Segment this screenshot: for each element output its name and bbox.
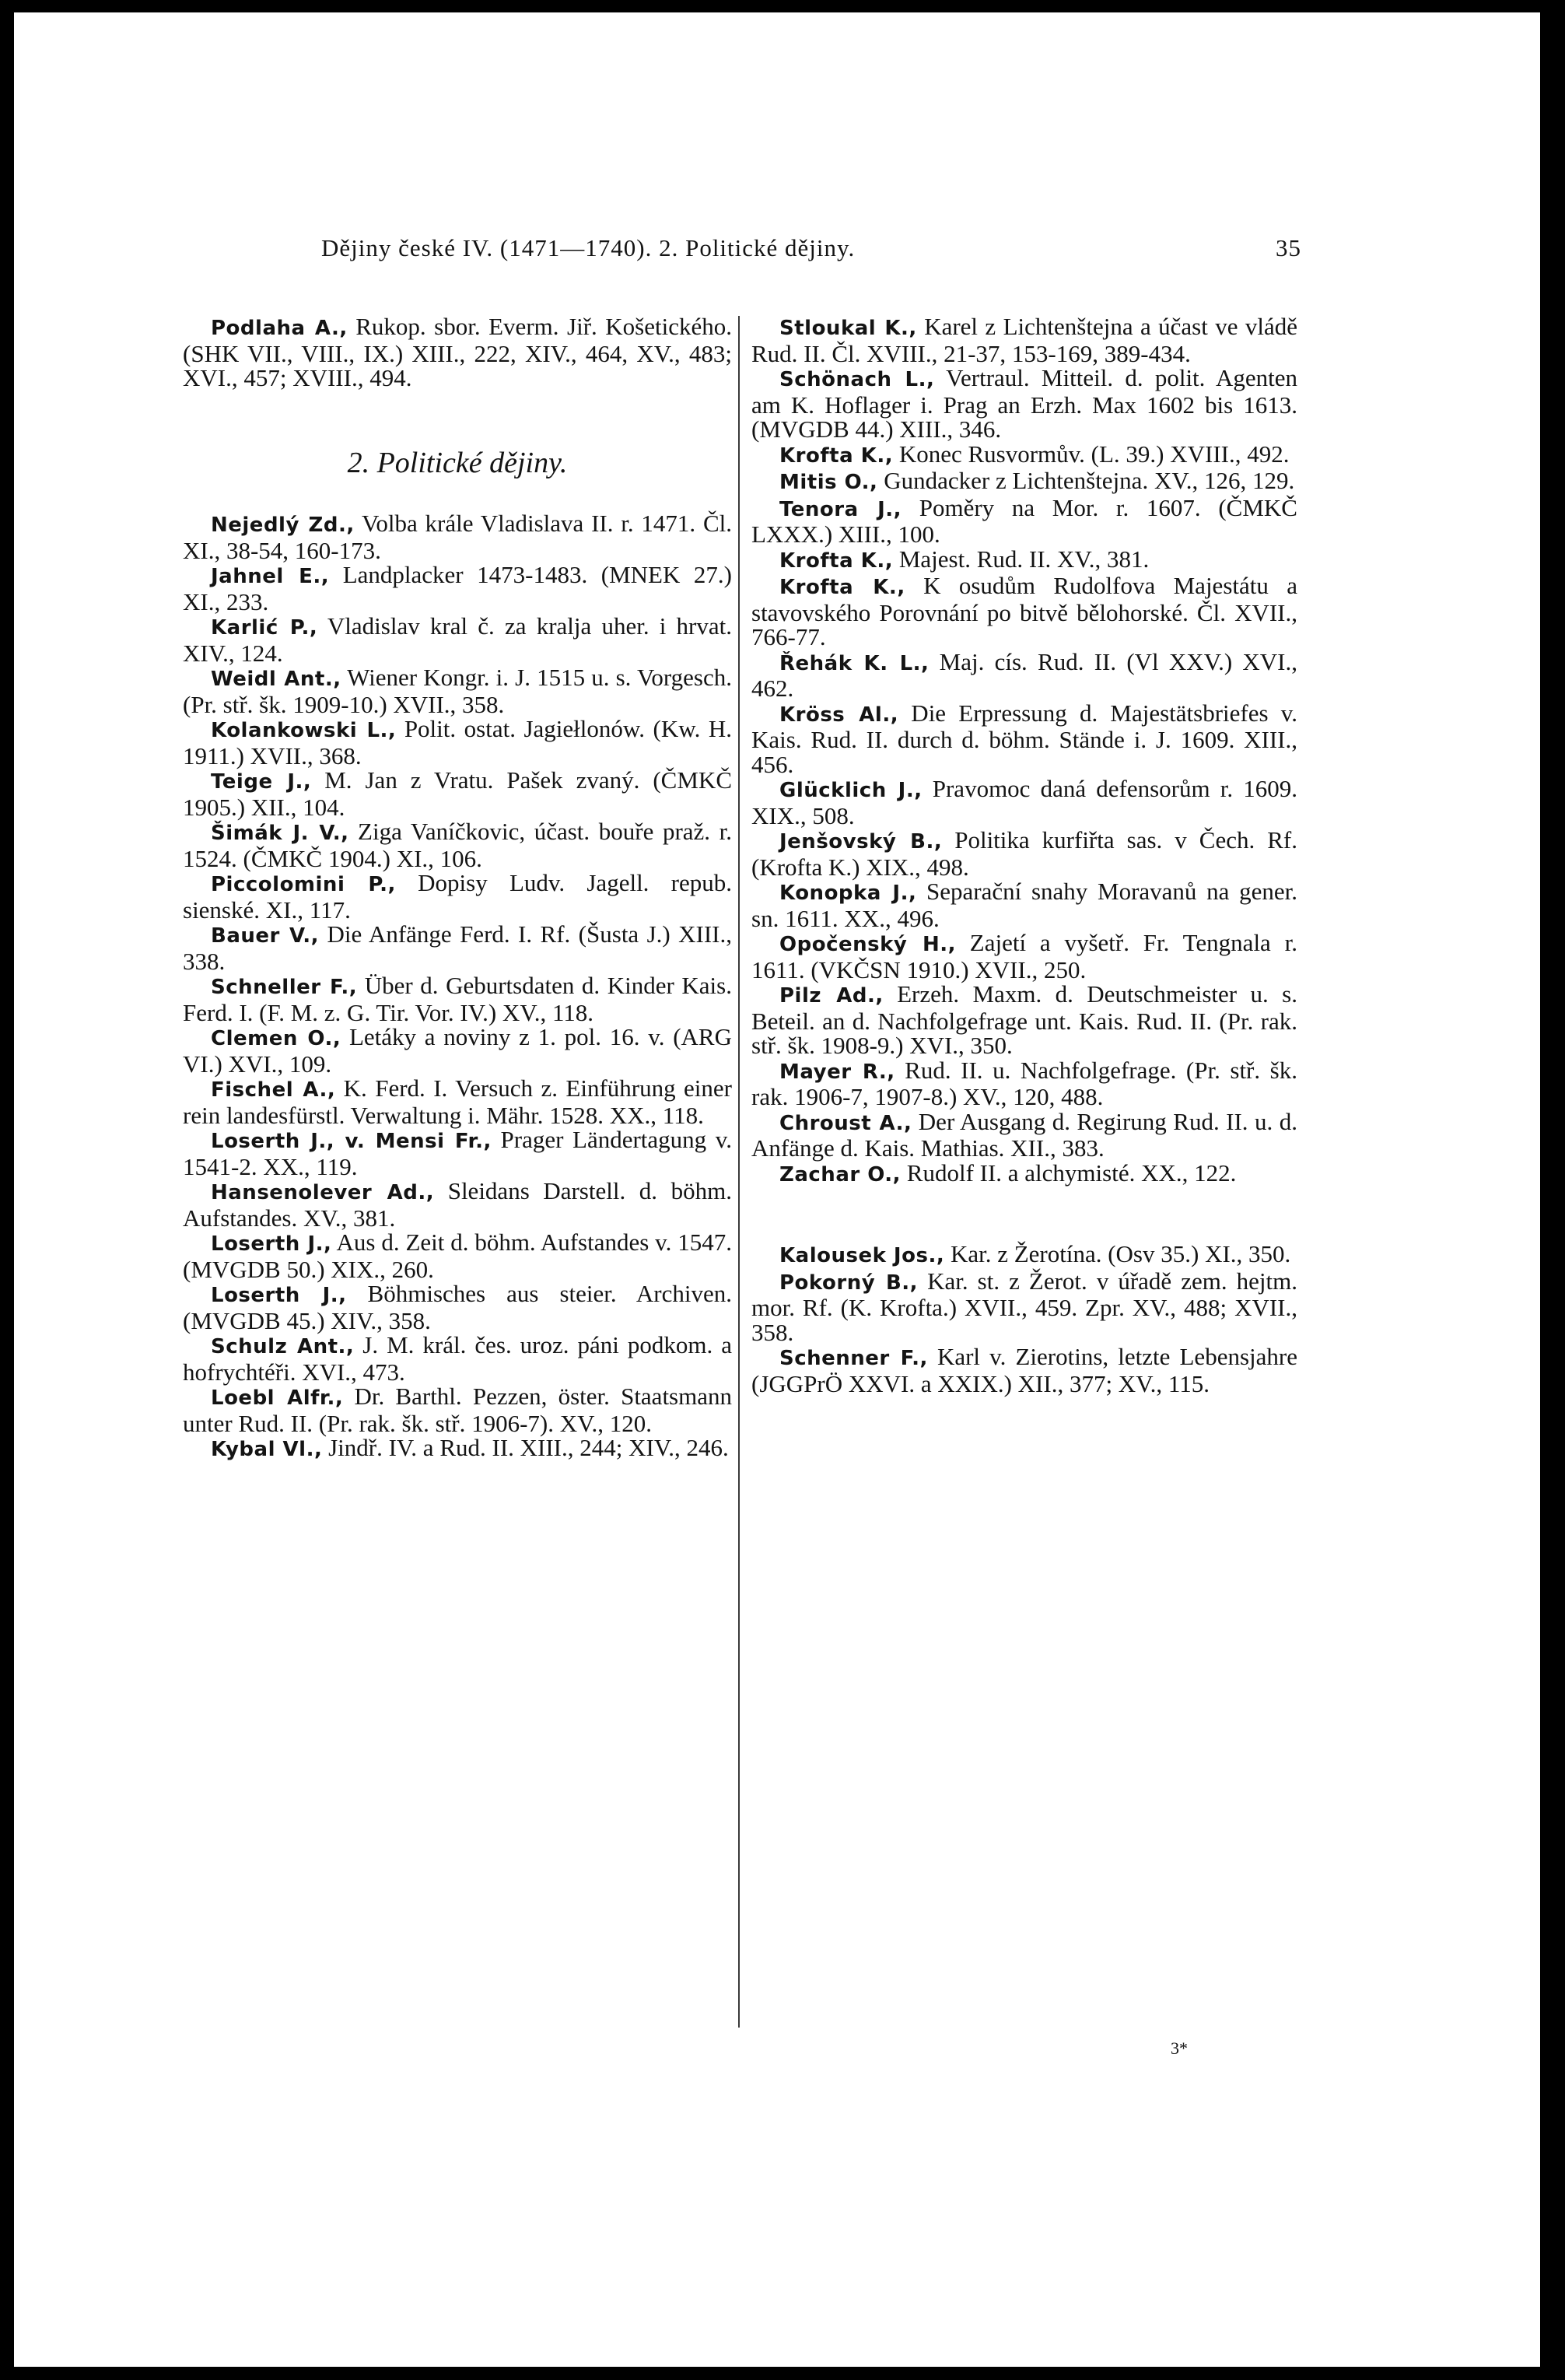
bibliography-entry bbox=[751, 442, 1297, 469]
entry-text: Volba krále Vladislava II. r. 1471. Čl. XI., 38-54, 160-173. bbox=[183, 510, 732, 564]
bibliography-entry bbox=[751, 1269, 1297, 1345]
right-column bbox=[751, 314, 1297, 1396]
entry-text: Die Erpressung d. Majestätsbriefes v. Kais. Rud. II. durch d. böhm. Stände i. J. 1609. XIII., 456. bbox=[751, 699, 1298, 778]
section-gap bbox=[751, 1187, 1297, 1242]
bibliography-entry bbox=[183, 314, 732, 391]
header-title: Dějiny české IV. (1471—1740). 2. Politické dějiny. bbox=[321, 234, 856, 261]
entry-author: Kröss Al., bbox=[779, 703, 899, 727]
entry-author: Krofta K., bbox=[779, 549, 894, 573]
entry-author: Loserth J., v. Mensi Fr., bbox=[211, 1130, 492, 1153]
entry-author: Jenšovský B., bbox=[779, 830, 943, 854]
entry-author: Chroust A., bbox=[779, 1111, 912, 1135]
entry-text: Rukop. sbor. Everm. Jiř. Košetického. (SHK VII., VIII., IX.) XIII., 222, XIV., 464, XV., 483; XVI., 457; XVIII., 494. bbox=[183, 313, 732, 391]
entry-author: Kalousek Jos., bbox=[779, 1244, 945, 1267]
entry-author: Pilz Ad., bbox=[779, 984, 884, 1008]
entry-author: Bauer V., bbox=[211, 924, 320, 948]
entry-author: Nejedlý Zd., bbox=[211, 514, 355, 537]
entry-text: Politika kurfiřta sas. v Čech. Rf. (Krofta K.) XIX., 498. bbox=[751, 826, 1297, 881]
entry-author: Kolankowski L., bbox=[211, 719, 397, 742]
bibliography-entry bbox=[751, 982, 1297, 1058]
entry-text: Poměry na Mor. r. 1607. (ČMKČ LXXX.) XIII., 100. bbox=[751, 493, 1297, 548]
bibliography-entry bbox=[183, 1076, 732, 1127]
bibliography-entry bbox=[751, 573, 1297, 650]
entry-author: Konopka J., bbox=[779, 882, 917, 905]
bibliography-entry bbox=[751, 647, 1297, 702]
entry-text: Konec Rusvormův. (L. 39.) XVIII., 492. bbox=[893, 440, 1290, 468]
entry-text: J. M. král. čes. uroz. páni podkom. a hofrychtéři. XVI., 473. bbox=[183, 1331, 732, 1386]
column-divider bbox=[738, 316, 740, 2028]
bibliography-entry bbox=[751, 468, 1297, 496]
bibliography-entry bbox=[183, 1127, 732, 1179]
entry-author: Hansenolever Ad., bbox=[211, 1181, 435, 1204]
entry-author: Clemen O., bbox=[211, 1027, 341, 1050]
bibliography-entry bbox=[183, 1384, 732, 1435]
bibliography-entry bbox=[183, 922, 732, 973]
entry-author: Stloukal K., bbox=[779, 317, 917, 340]
section-heading: 2. Politické dějiny. bbox=[347, 446, 568, 479]
entry-text: Böhmisches aus steier. Archiven. (MVGDB 45.) XIV., 358. bbox=[183, 1280, 732, 1334]
entry-text: Rudolf II. a alchymisté. XX., 122. bbox=[901, 1158, 1237, 1186]
entry-text: Über d. Geburtsdaten d. Kinder Kais. Ferd. I. (F. M. z. G. Tir. Vor. IV.) XV., 118. bbox=[183, 972, 732, 1026]
entry-text: Gundacker z Lichtenštejna. XV., 126, 129. bbox=[877, 467, 1295, 494]
entry-author: Fischel A., bbox=[211, 1078, 336, 1102]
entry-author: Schenner F., bbox=[779, 1347, 928, 1370]
bibliography-entry bbox=[183, 1025, 732, 1076]
bibliography-entry bbox=[751, 879, 1297, 931]
bibliography-entry bbox=[183, 973, 732, 1025]
entry-author: Kybal Vl., bbox=[211, 1438, 323, 1461]
entry-author: Teige J., bbox=[211, 770, 312, 794]
entry-text: Kar. z Žerotína. (Osv 35.) XI., 350. bbox=[944, 1240, 1291, 1267]
bibliography-entry bbox=[751, 776, 1297, 828]
entry-text: K. Ferd. I. Versuch z. Einführung einer rein landesfürstl. Verwaltung i. Mähr. 1528. XX., 118. bbox=[183, 1074, 732, 1129]
bibliography-entry bbox=[751, 493, 1297, 548]
entry-author: Weidl Ant., bbox=[211, 668, 341, 691]
entry-author: Glücklich J., bbox=[779, 779, 923, 802]
entry-text: Jindř. IV. a Rud. II. XIII., 244; XIV., 246. bbox=[322, 1434, 729, 1461]
entry-author: Jahnel E., bbox=[211, 565, 330, 588]
entry-text: Ziga Vaníčkovic, účast. bouře praž. r. 1524. (ČMKČ 1904.) XI., 106. bbox=[183, 818, 732, 872]
bibliography-entry bbox=[183, 768, 732, 819]
running-header bbox=[321, 234, 1301, 281]
entry-author: Podlaha A., bbox=[211, 317, 348, 340]
bibliography-entry bbox=[751, 1242, 1297, 1269]
entry-text: Erzeh. Maxm. d. Deutschmeister u. s. Beteil. an d. Nachfolgefrage unt. Kais. Rud. II. (Pr. rak. stř. šk. 1908-9.) XVI., 350. bbox=[751, 980, 1297, 1059]
book-page bbox=[14, 12, 1540, 2367]
entry-text: K osudům Rudolfova Majestátu a stavovského Porovnání po bitvě bělohorské. Čl. XVII., 766-77. bbox=[751, 572, 1297, 650]
entry-text: Majest. Rud. II. XV., 381. bbox=[893, 545, 1150, 573]
entry-text: Prager Ländertagung v. 1541-2. XX., 119. bbox=[183, 1126, 732, 1180]
bibliography-entry bbox=[751, 931, 1297, 982]
bibliography-entry bbox=[751, 547, 1297, 574]
bibliography-entry bbox=[183, 511, 732, 563]
entry-text: Landplacker 1473-1483. (MNEK 27.) XI., 233. bbox=[183, 561, 732, 615]
entry-author: Tenora J., bbox=[779, 497, 902, 521]
entry-text: Vertraul. Mitteil. d. polit. Agenten am K. Hoflager i. Prag an Erzh. Max 1602 bis 1613. (MVGDB 44.) XIII., 346. bbox=[751, 364, 1297, 443]
entry-author: Krofta K., bbox=[779, 443, 894, 468]
entry-text: Die Anfänge Ferd. I. Rf. (Šusta J.) XIII., 338. bbox=[183, 920, 732, 975]
entry-author: Mayer R., bbox=[779, 1060, 895, 1084]
entry-author: Mitis O., bbox=[779, 471, 878, 494]
entry-text: Maj. cís. Rud. II. (Vl XXV.) XVI., 462. bbox=[751, 647, 1297, 702]
bibliography-entry bbox=[183, 614, 732, 665]
entry-author: Karlić P., bbox=[211, 616, 318, 640]
entry-text: Karl v. Zierotins, letzte Lebensjahre (JGGPrÖ XXVI. a XXIX.) XII., 377; XV., 115. bbox=[751, 1343, 1297, 1397]
bibliography-entry bbox=[183, 871, 732, 922]
bibliography-entry bbox=[183, 1179, 732, 1230]
bibliography-entry bbox=[751, 1109, 1297, 1161]
bibliography-entry bbox=[751, 366, 1297, 442]
entry-text: Sleidans Darstell. d. böhm. Aufstandes. XV., 381. bbox=[183, 1177, 732, 1232]
signature-mark: 3* bbox=[1171, 2038, 1188, 2058]
entry-author: Krofta K., bbox=[779, 576, 905, 599]
bibliography-entry bbox=[751, 314, 1297, 366]
entry-author: Zachar O., bbox=[779, 1162, 902, 1186]
entry-author: Řehák K. L., bbox=[779, 651, 930, 675]
entry-author: Schönach L., bbox=[779, 368, 935, 391]
entry-text: Wiener Kongr. i. J. 1515 u. s. Vorgesch. (Pr. stř. šk. 1909-10.) XVII., 358. bbox=[183, 664, 732, 718]
bibliography-entry bbox=[183, 717, 732, 768]
entry-author: Loebl Alfr., bbox=[211, 1386, 344, 1410]
entry-text: Polit. ostat. Jagiełlonów. (Kw. H. 1911.) XVII., 368. bbox=[183, 715, 732, 769]
entry-author: Schneller F., bbox=[211, 976, 358, 999]
bibliography-entry bbox=[751, 1344, 1297, 1396]
entry-author: Loserth J., bbox=[211, 1232, 332, 1256]
entry-text: M. Jan z Vratu. Pašek zvaný. (ČMKČ 1905.) XII., 104. bbox=[183, 766, 732, 821]
bibliography-entry bbox=[183, 1435, 732, 1463]
entry-text: Separační snahy Moravanů na gener. sn. 1611. XX., 496. bbox=[751, 878, 1297, 932]
bibliography-entry bbox=[183, 1281, 732, 1333]
bibliography-entry bbox=[183, 665, 732, 717]
bibliography-entry bbox=[183, 1230, 732, 1281]
page-number: 35 bbox=[1276, 234, 1301, 261]
bibliography-entry bbox=[751, 1158, 1297, 1188]
entry-text: Dopisy Ludv. Jagell. repub. sienské. XI., 117. bbox=[183, 869, 732, 924]
entry-text: Kar. st. z Žerot. v úřadě zem. hejtm. mor. Rf. (K. Krofta.) XVII., 459. Zpr. XV., 488; XVII., 358. bbox=[751, 1267, 1297, 1346]
entry-text: Karel z Lichtenštejna a účast ve vládě Rud. II. Čl. XVIII., 21-37, 153-169, 389-434. bbox=[751, 313, 1298, 367]
entry-author: Piccolomini P., bbox=[211, 873, 396, 896]
bibliography-entry bbox=[751, 701, 1297, 777]
entry-author: Šimák J. V., bbox=[211, 822, 349, 845]
entry-author: Pokorný B., bbox=[779, 1271, 919, 1295]
entry-text: Dr. Barthl. Pezzen, öster. Staatsmann unter Rud. II. (Pr. rak. šk. stř. 1906-7). XV., 120. bbox=[183, 1383, 732, 1437]
entry-text: Zajetí a vyšetř. Fr. Tengnala r. 1611. (VKČSN 1910.) XVII., 250. bbox=[751, 929, 1297, 983]
entry-text: Rud. II. u. Nachfolgefrage. (Pr. stř. šk. rak. 1906-7, 1907-8.) XV., 120, 488. bbox=[751, 1056, 1297, 1110]
entry-author: Loserth J., bbox=[211, 1284, 347, 1307]
bibliography-entry bbox=[751, 828, 1297, 879]
bibliography-entry bbox=[751, 1058, 1297, 1109]
bibliography-entry bbox=[183, 819, 732, 871]
bibliography-entry bbox=[183, 1333, 732, 1384]
entry-text: Aus d. Zeit d. böhm. Aufstandes v. 1547. (MVGDB 50.) XIX., 260. bbox=[183, 1229, 732, 1283]
bibliography-entry bbox=[183, 563, 732, 614]
entry-text: Letáky a noviny z 1. pol. 16. v. (ARG VI.) XVI., 109. bbox=[183, 1023, 732, 1078]
entry-text: Der Ausgang d. Regirung Rud. II. u. d. Anfänge d. Kais. Mathias. XII., 383. bbox=[751, 1107, 1297, 1162]
entry-text: Vladislav kral č. za kralja uher. i hrvat. XIV., 124. bbox=[183, 612, 732, 667]
left-column bbox=[183, 314, 732, 1463]
entry-text: Pravomoc daná defensorům r. 1609. XIX., 508. bbox=[751, 775, 1297, 829]
entry-author: Schulz Ant., bbox=[211, 1335, 355, 1358]
entry-author: Opočenský H., bbox=[779, 933, 956, 956]
